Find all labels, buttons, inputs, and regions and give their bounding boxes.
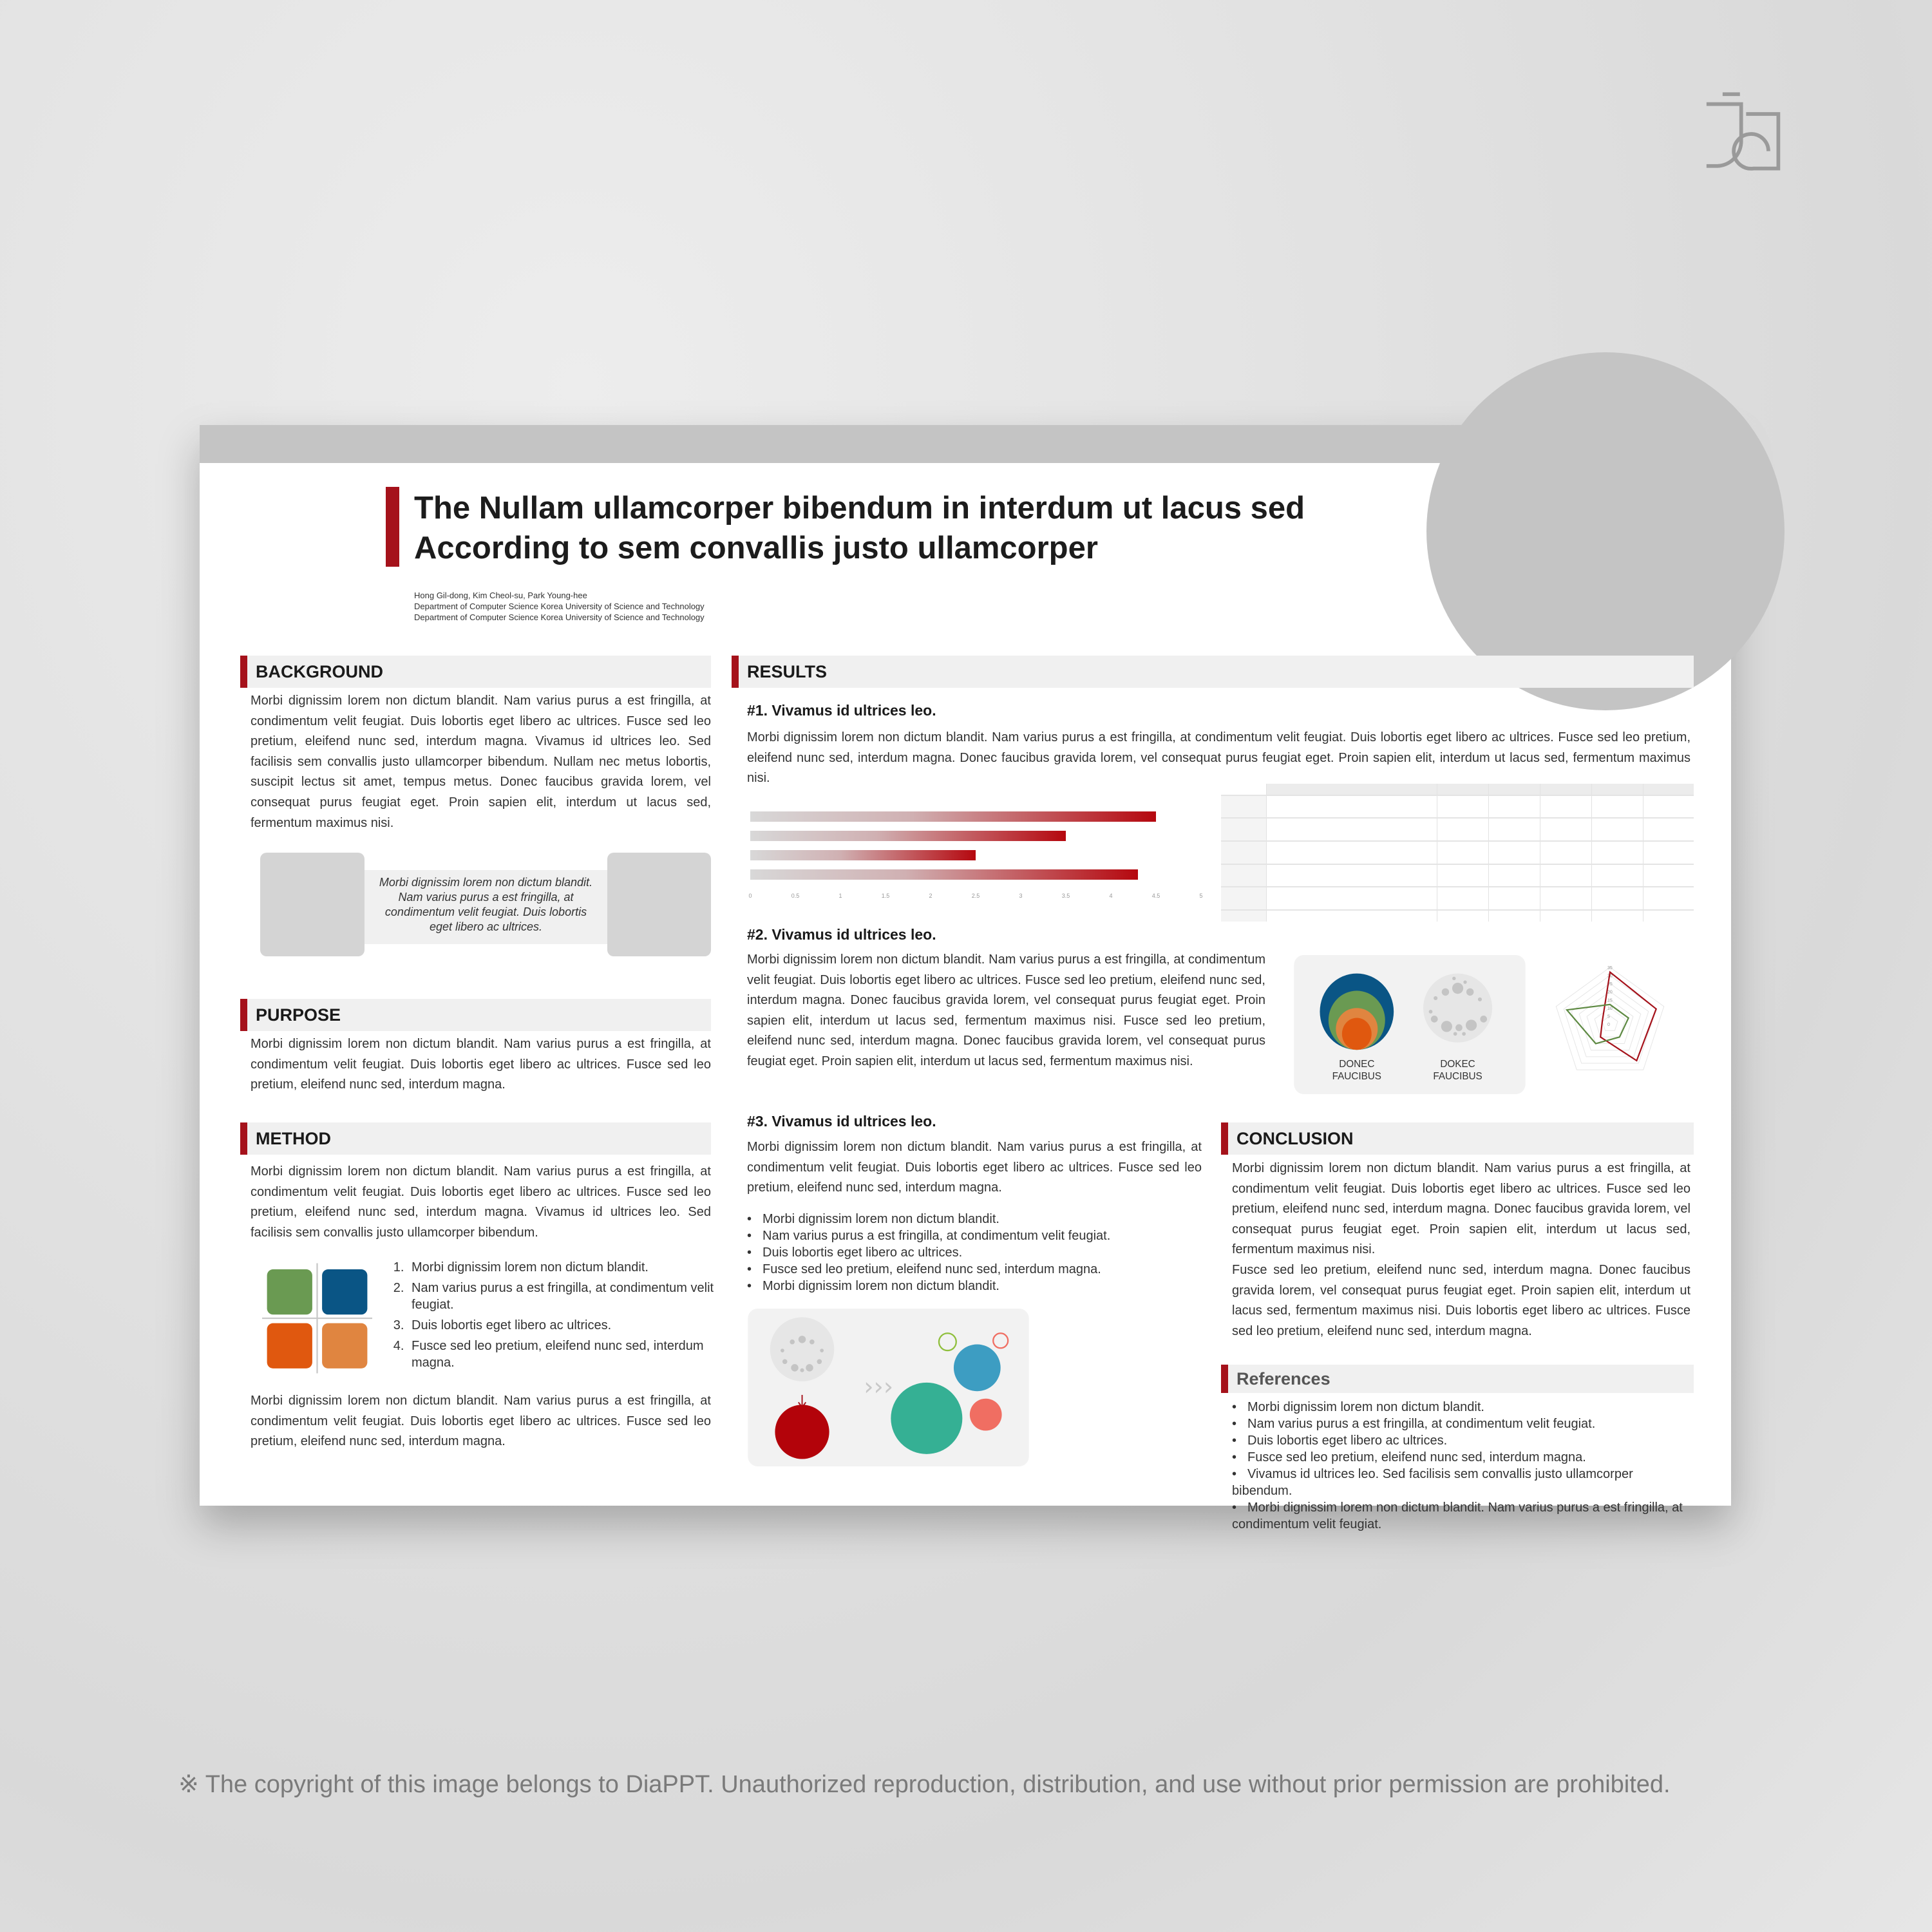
- table-row: [1221, 784, 1694, 795]
- table-cell: [1266, 910, 1437, 922]
- x-tick-label: 1.5: [881, 893, 890, 899]
- conclusion-heading: CONCLUSION: [1221, 1122, 1694, 1155]
- table-row: [1221, 887, 1694, 910]
- table-cell: [1591, 841, 1643, 864]
- table-cell: [1591, 795, 1643, 819]
- purpose-heading: PURPOSE: [240, 999, 711, 1031]
- radar-tick-label: 35: [1607, 966, 1613, 971]
- table-cell: [1488, 841, 1540, 864]
- step-item: 2. Nam varius purus a est fringilla, at condimentum velit feugiat.: [408, 1280, 717, 1313]
- table-cell: [1437, 795, 1488, 819]
- bar: [750, 831, 1066, 841]
- reference-item: • Morbi dignissim lorem non dictum blandit.: [1232, 1399, 1696, 1416]
- result-1-text: Morbi dignissim lorem non dictum blandit. Nam varius purus a est fringilla, at condimentum velit feugiat. Duis lobortis eget libero ac ultrices. Fusce sed leo pretium, eleifend nunc sed, interdum magna. Donec faucibus gravida lorem, vel consequat purus feugiat eget. Proin sapien elit, interdum ut lacus sed, fermentum maximus nisi.: [747, 730, 1690, 786]
- poster: [200, 425, 1731, 1531]
- table-cell: [1540, 784, 1591, 795]
- reference-item: • Duis lobortis eget libero ac ultrices.: [1232, 1432, 1696, 1449]
- reference-item: • Morbi dignissim lorem non dictum blandit. Nam varius purus a est fringilla, at condimentum velit feugiat.: [1232, 1499, 1696, 1533]
- bar: [750, 850, 976, 860]
- table-cell: [1591, 910, 1643, 922]
- x-tick-label: 1: [838, 893, 842, 899]
- table-cell: [1221, 887, 1266, 910]
- table-cell: [1488, 910, 1540, 922]
- table-row: [1221, 910, 1694, 922]
- bullet-item: • Duis lobortis eget libero ac ultrices.: [747, 1244, 1211, 1261]
- table-cell: [1591, 784, 1643, 795]
- table-cell: [1437, 864, 1488, 887]
- quadrant-diagram: [262, 1263, 372, 1374]
- table-cell: [1591, 864, 1643, 887]
- circle-diagrams: [1294, 955, 1526, 1094]
- bar: [750, 869, 1138, 880]
- nested-circles-icon: [1320, 974, 1394, 1050]
- method-steps: [382, 1259, 717, 1371]
- reference-item: • Vivamus id ultrices leo. Sed facilisis sem convallis justo ullamcorper bibendum.: [1232, 1466, 1696, 1499]
- result-2-text: Morbi dignissim lorem non dictum blandit. Nam varius purus a est fringilla, at condimentum velit feugiat. Duis lobortis eget libero ac ultrices. Fusce sed leo pretium, eleifend nunc sed, interdum magna. Donec faucibus gravida lorem, vel consequat purus feugiat eget. Proin sapien elit, interdum ut lacus sed, fermentum maximus nisi. Fusce sed leo pretium, eleifend nunc sed, interdum magna. Donec faucibus gravida lorem, vel consequat purus feugiat eget. Proin sapien elit, interdum ut lacus sed, fermentum maximus nisi.: [747, 952, 1265, 1068]
- result-1-title: #1. Vivamus id ultrices leo.: [747, 702, 936, 719]
- bubble-diagram: [748, 1309, 1029, 1466]
- affiliation: Department of Computer Science Korea University of Science and Technology: [414, 612, 705, 622]
- table-cell: [1540, 887, 1591, 910]
- table-cell: [1437, 784, 1488, 795]
- table-cell: [1643, 864, 1694, 887]
- table-cell: [1221, 795, 1266, 819]
- table-cell: [1540, 795, 1591, 819]
- radar-tick-label: 5: [1607, 1014, 1610, 1019]
- table-cell: [1437, 818, 1488, 841]
- radar-tick-label: 20: [1607, 990, 1613, 995]
- background-text: Morbi dignissim lorem non dictum blandit. Nam varius purus a est fringilla, at condimentum velit feugiat. Duis lobortis eget libero ac ultrices. Fusce sed leo pretium, eleifend nunc sed, interdum magna. Vivamus id ultrices leo. Sed facilisis sem convallis justo ullamcorper bibendum. Nullam nec metus lobortis, suscipit lectus sit amet, tempus metus. Donec faucibus gravida lorem, vel consequat purus feugiat eget. Proin sapien elit, interdum ut lacus sed, fermentum maximus nisi.: [251, 694, 711, 830]
- x-tick-label: 3.5: [1061, 893, 1070, 899]
- dots-circle-icon: [1423, 974, 1492, 1043]
- bullet-item: • Nam varius purus a est fringilla, at condimentum velit feugiat.: [747, 1227, 1211, 1244]
- table-row: [1221, 818, 1694, 841]
- table-cell: [1488, 864, 1540, 887]
- table-cell: [1540, 910, 1591, 922]
- result-3-bullets: [747, 1211, 1211, 1294]
- background-heading: BACKGROUND: [240, 656, 711, 688]
- x-tick-label: 2: [929, 893, 933, 899]
- table-cell: [1437, 887, 1488, 910]
- table-cell: [1221, 841, 1266, 864]
- donec-label: FAUCIBUS: [1332, 1071, 1382, 1083]
- table-cell: [1266, 887, 1437, 910]
- table-cell: [1591, 818, 1643, 841]
- table-cell: [1221, 818, 1266, 841]
- table-cell: [1266, 784, 1437, 795]
- step-item: 3. Duis lobortis eget libero ac ultrices.: [408, 1317, 717, 1334]
- image-caption: Morbi dignissim lorem non dictum blandit. Nam varius purus a est fringilla, at condimentum velit feugiat. Duis lobortis eget libero ac ultrices.: [365, 870, 607, 944]
- table-cell: [1540, 841, 1591, 864]
- radar-tick-label: 25: [1607, 982, 1613, 987]
- table-cell: [1266, 841, 1437, 864]
- table-cell: [1488, 795, 1540, 819]
- radar-tick-label: 10: [1607, 1006, 1613, 1011]
- table-cell: [1591, 887, 1643, 910]
- table-cell: [1266, 864, 1437, 887]
- dots-circle-icon: [770, 1317, 835, 1381]
- title-line-2: According to sem convallis justo ullamcorper: [414, 531, 1098, 565]
- table-cell: [1221, 864, 1266, 887]
- radar-series-green: [1567, 1005, 1629, 1044]
- table-cell: [1488, 818, 1540, 841]
- table-cell: [1221, 784, 1266, 795]
- table-cell: [1643, 784, 1694, 795]
- step-item: 1. Morbi dignissim lorem non dictum blandit.: [408, 1259, 717, 1276]
- table-row: [1221, 795, 1694, 819]
- step-item: 4. Fusce sed leo pretium, eleifend nunc sed, interdum magna.: [408, 1338, 717, 1371]
- quadrant-light-orange: [322, 1323, 367, 1368]
- data-table: [1221, 784, 1694, 922]
- x-tick-label: 4.5: [1151, 893, 1160, 899]
- conclusion-text: Morbi dignissim lorem non dictum blandit. Nam varius purus a est fringilla, at condimentum velit feugiat. Duis lobortis eget libero ac ultrices. Fusce sed leo pretium, eleifend nunc sed, interdum magna. Donec faucibus gravida lorem, vel consequat purus feugiat eget. Proin sapien elit, interdum ut lacus sed, fermentum maximus nisi.: [1232, 1161, 1690, 1257]
- radar-grid: [1602, 1016, 1618, 1030]
- result-2-title: #2. Vivamus id ultrices leo.: [747, 926, 936, 943]
- table-cell: [1540, 864, 1591, 887]
- reference-item: • Fusce sed leo pretium, eleifend nunc sed, interdum magna.: [1232, 1449, 1696, 1466]
- diappt-logo: [1704, 89, 1785, 171]
- dokec-label: FAUCIBUS: [1433, 1071, 1482, 1083]
- image-placeholder: [260, 853, 365, 956]
- method-text-2: Morbi dignissim lorem non dictum blandit. Nam varius purus a est fringilla, at condimentum velit feugiat. Duis lobortis eget libero ac ultrices. Fusce sed leo pretium, eleifend nunc sed, interdum magna.: [251, 1394, 711, 1449]
- table-cell: [1540, 818, 1591, 841]
- chevrons-icon: ›››: [864, 1372, 894, 1401]
- bar-chart: [747, 799, 1211, 908]
- table-row: [1221, 864, 1694, 887]
- table-cell: [1488, 887, 1540, 910]
- quadrant-blue: [322, 1269, 367, 1314]
- authors: Hong Gil-dong, Kim Cheol-su, Park Young-hee: [414, 591, 587, 600]
- reference-item: • Nam varius purus a est fringilla, at condimentum velit feugiat.: [1232, 1416, 1696, 1432]
- table-cell: [1488, 784, 1540, 795]
- table-row: [1221, 841, 1694, 864]
- result-3-text: Morbi dignissim lorem non dictum blandit. Nam varius purus a est fringilla, at condimentum velit feugiat. Duis lobortis eget libero ac ultrices. Fusce sed leo pretium, eleifend nunc sed, interdum magna.: [747, 1140, 1202, 1195]
- title-accent-bar: [386, 487, 399, 567]
- result-3-title: #3. Vivamus id ultrices leo.: [747, 1113, 936, 1130]
- x-tick-label: 2.5: [971, 893, 980, 899]
- references-list: [1232, 1399, 1696, 1533]
- affiliation: Department of Computer Science Korea University of Science and Technology: [414, 601, 705, 611]
- radar-tick-label: 30: [1607, 974, 1613, 979]
- purpose-text: Morbi dignissim lorem non dictum blandit. Nam varius purus a est fringilla, at condimentum velit feugiat. Duis lobortis eget libero ac ultrices. Fusce sed leo pretium, eleifend nunc sed, interdum magna.: [251, 1037, 711, 1092]
- title-line-1: The Nullam ullamcorper bibendum in interdum ut lacus sed: [414, 491, 1305, 526]
- quadrant-orange: [267, 1323, 312, 1368]
- table-cell: [1437, 841, 1488, 864]
- copyright-notice: ※ The copyright of this image belongs to DiaPPT. Unauthorized reproduction, distribution, and use without prior permission are prohibited.: [178, 1771, 1671, 1798]
- bullet-item: • Fusce sed leo pretium, eleifend nunc sed, interdum magna.: [747, 1261, 1211, 1278]
- conclusion-text-2: Fusce sed leo pretium, eleifend nunc sed, interdum magna. Donec faucibus gravida lorem, vel consequat purus feugiat eget. Proin sapien elit, interdum ut lacus sed, fermentum maximus nisi. Duis lobortis eget libero ac ultrices. Fusce sed leo pretium, eleifend nunc sed, interdum magna.: [1232, 1263, 1690, 1338]
- table-cell: [1643, 841, 1694, 864]
- radar-chart: [1546, 960, 1674, 1088]
- table-cell: [1643, 910, 1694, 922]
- x-tick-label: 0: [748, 893, 752, 899]
- method-text: Morbi dignissim lorem non dictum blandit. Nam varius purus a est fringilla, at condimentum velit feugiat. Duis lobortis eget libero ac ultrices. Fusce sed leo pretium, eleifend nunc sed, interdum magna. Vivamus id ultrices leo. Sed facilisis sem convallis justo ullamcorper bibendum.: [251, 1164, 711, 1240]
- radar-tick-label: 0: [1607, 1023, 1610, 1027]
- references-heading: References: [1221, 1365, 1694, 1393]
- x-tick-label: 4: [1109, 893, 1113, 899]
- poster-title: [414, 488, 1305, 568]
- x-tick-label: 0.5: [791, 893, 800, 899]
- image-placeholder: [607, 853, 711, 956]
- x-tick-label: 5: [1199, 893, 1203, 899]
- dokec-label: DOKEC: [1440, 1058, 1475, 1070]
- results-heading: RESULTS: [732, 656, 1694, 688]
- red-circle: [775, 1405, 829, 1459]
- table-cell: [1643, 887, 1694, 910]
- bullet-item: • Morbi dignissim lorem non dictum blandit.: [747, 1278, 1211, 1294]
- method-heading: METHOD: [240, 1122, 711, 1155]
- authors-block: [414, 590, 705, 623]
- quadrant-green: [267, 1269, 312, 1314]
- donec-label: DONEC: [1339, 1058, 1375, 1070]
- table-cell: [1643, 818, 1694, 841]
- radar-tick-label: 15: [1607, 998, 1613, 1003]
- table-cell: [1643, 795, 1694, 819]
- table-cell: [1437, 910, 1488, 922]
- x-tick-label: 3: [1019, 893, 1023, 899]
- bar: [750, 811, 1156, 822]
- table-cell: [1266, 795, 1437, 819]
- bullet-item: • Morbi dignissim lorem non dictum blandit.: [747, 1211, 1211, 1227]
- table-cell: [1221, 910, 1266, 922]
- table-cell: [1266, 818, 1437, 841]
